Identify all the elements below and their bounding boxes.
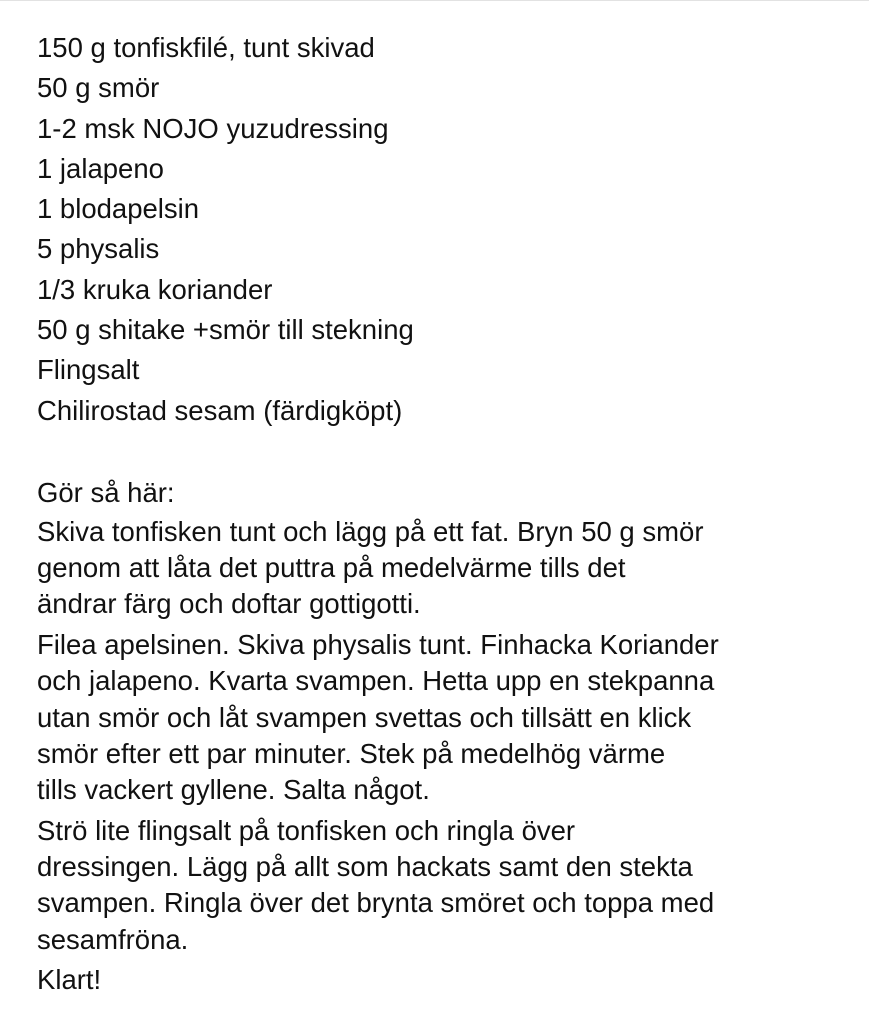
ingredient-item: 1 blodapelsin	[37, 193, 200, 225]
ingredient-item: 5 physalis	[37, 233, 160, 265]
step-line: och jalapeno. Kvarta svampen. Hetta upp en stekpanna	[37, 665, 715, 697]
method-step	[37, 627, 857, 809]
step-line: smör efter ett par minuter. Stek på medelhög värme	[37, 737, 666, 769]
step-line: utan smör och låt svampen svettas och tillsätt en klick	[37, 701, 692, 733]
ingredient-item: 1 jalapeno	[37, 152, 164, 184]
step-line: Skiva tonfisken tunt och lägg på ett fat. Bryn 50 g smör	[37, 515, 704, 547]
step-line: svampen. Ringla över det brynta smöret och toppa med	[37, 887, 715, 919]
step-line: Klart!	[37, 964, 102, 996]
ingredient-item: Flingsalt	[37, 354, 140, 386]
ingredient-item: 150 g tonfiskfilé, tunt skivad	[37, 32, 375, 63]
step-line: tills vackert gyllene. Salta något.	[37, 774, 430, 806]
ingredient-item: 50 g smör	[37, 72, 160, 104]
ingredient-item: 1-2 msk NOJO yuzudressing	[37, 112, 389, 144]
step-line: dressingen. Lägg på allt som hackats samt den stekta	[37, 851, 693, 883]
blank-line	[37, 431, 857, 471]
ingredient-item: Chilirostad sesam (färdigköpt)	[37, 394, 403, 426]
method-step	[37, 813, 857, 959]
step-line: Strö lite flingsalt på tonfisken och ringla över	[37, 814, 576, 846]
ingredient-item: 1/3 kruka koriander	[37, 273, 273, 305]
method-section	[37, 473, 857, 998]
top-divider	[0, 0, 869, 1]
step-line: Filea apelsinen. Skiva physalis tunt. Finhacka Koriander	[37, 628, 719, 660]
method-step	[37, 962, 857, 998]
ingredient-list	[37, 28, 857, 431]
ingredient-item: 50 g shitake +smör till stekning	[37, 314, 414, 346]
step-line: sesamfröna.	[37, 923, 189, 955]
recipe-note[interactable]	[37, 28, 857, 1003]
method-heading: Gör så här:	[37, 477, 175, 509]
method-step	[37, 514, 857, 623]
step-line: ändrar färg och doftar gottigotti.	[37, 588, 421, 620]
step-line: genom att låta det puttra på medelvärme tills det	[37, 551, 626, 583]
